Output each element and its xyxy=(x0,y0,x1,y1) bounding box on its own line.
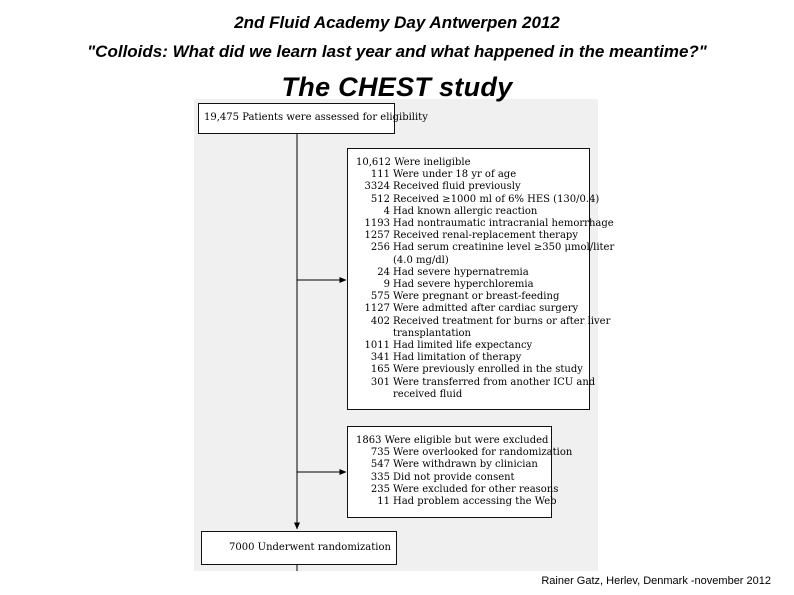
reason-item xyxy=(356,279,589,291)
reason-item xyxy=(356,169,589,181)
reason-count: 1193 xyxy=(364,218,390,230)
reason-count: 1127 xyxy=(364,303,390,315)
reason-count: 24 xyxy=(377,266,390,278)
reason-label: Were pregnant or breast-feeding xyxy=(393,291,560,303)
reason-item-continuation xyxy=(356,328,589,340)
reason-indent xyxy=(356,255,390,267)
reason-label: Were excluded for other reasons xyxy=(393,483,559,495)
reason-label: Were transferred from another ICU and xyxy=(393,376,596,388)
reason-indent xyxy=(356,328,390,340)
reason-item xyxy=(356,242,615,254)
reason-count: 512 xyxy=(370,193,390,205)
reason-label-continued: transplantation xyxy=(393,327,471,339)
reason-label-continued: received fluid xyxy=(393,388,463,400)
reason-label: Received renal-replacement therapy xyxy=(393,230,578,242)
excluded-reasons-list xyxy=(356,447,573,508)
slide-title: The CHEST study xyxy=(281,72,513,102)
reason-item-continuation xyxy=(356,389,589,401)
reason-label: Received treatment for burns or after liver xyxy=(393,315,611,327)
reason-label: Were previously enrolled in the study xyxy=(393,364,583,376)
reason-item xyxy=(356,459,551,471)
ineligible-heading xyxy=(356,157,589,169)
reason-count: 165 xyxy=(370,364,390,376)
reason-label: Received ≥1000 ml of 6% HES (130/0.4) xyxy=(393,193,600,205)
reason-label: Received fluid previously xyxy=(393,181,521,193)
reason-item xyxy=(356,291,589,303)
slide-footer-credit: Rainer Gatz, Herlev, Denmark -november 2012 xyxy=(541,575,771,587)
reason-label: Had severe hyperchloremia xyxy=(393,279,534,291)
reason-count: 4 xyxy=(383,205,390,217)
randomized-count: 7000 xyxy=(229,542,255,553)
reason-item xyxy=(356,218,614,230)
reason-label: Had nontraumatic intracranial hemorrhage xyxy=(393,218,614,230)
reason-item xyxy=(356,267,589,279)
assessed-label: Patients were assessed for eligibility xyxy=(242,112,428,123)
slide-header-topic: "Colloids: What did we learn last year and what happened in the meantime?" xyxy=(87,42,707,61)
reason-item xyxy=(356,364,589,376)
reason-item xyxy=(356,315,611,328)
reason-label: Had limitation of therapy xyxy=(393,352,522,364)
reason-count: 235 xyxy=(370,483,390,495)
reason-label-continued: (4.0 mg/dl) xyxy=(393,254,449,266)
reason-item xyxy=(356,230,589,242)
reason-label: Had serum creatinine level ≥350 μmol/liter xyxy=(393,242,615,254)
randomized-label: Underwent randomization xyxy=(257,542,391,553)
reason-count: 256 xyxy=(370,242,390,254)
reason-count: 3324 xyxy=(364,181,390,193)
reason-label: Were overlooked for randomization xyxy=(393,447,573,459)
ineligible-label: Were ineligible xyxy=(394,157,471,168)
reason-label: Had severe hypernatremia xyxy=(393,266,529,278)
excluded-label: Were eligible but were excluded xyxy=(384,435,549,446)
reason-item xyxy=(356,376,596,389)
reason-count: 11 xyxy=(377,496,390,508)
reason-indent xyxy=(356,389,390,401)
reason-label: Had known allergic reaction xyxy=(393,205,538,217)
excluded-heading xyxy=(356,435,551,447)
reason-item xyxy=(356,193,600,206)
reason-item xyxy=(356,472,551,484)
reason-item xyxy=(356,447,573,459)
ineligible-reasons-list xyxy=(356,169,615,401)
assessed-box xyxy=(198,103,428,134)
excluded-box xyxy=(347,426,573,518)
excluded-count: 1863 xyxy=(356,435,382,446)
reason-item xyxy=(356,303,589,315)
reason-item xyxy=(356,496,557,508)
reason-label: Did not provide consent xyxy=(393,471,515,483)
reason-item xyxy=(356,340,589,352)
reason-item xyxy=(356,483,559,496)
reason-item-continuation xyxy=(356,255,589,267)
reason-item xyxy=(356,181,589,193)
slide-header-event: 2nd Fluid Academy Day Antwerpen 2012 xyxy=(234,13,560,32)
reason-count: 402 xyxy=(370,315,390,327)
reason-count: 9 xyxy=(383,279,390,291)
reason-label: Had problem accessing the Web xyxy=(393,496,557,508)
reason-count: 335 xyxy=(370,471,390,483)
reason-count: 341 xyxy=(370,352,390,364)
randomized-box xyxy=(201,531,397,565)
reason-count: 1257 xyxy=(364,230,390,242)
reason-item xyxy=(356,352,589,364)
reason-item xyxy=(356,206,589,218)
reason-count: 575 xyxy=(370,291,390,303)
ineligible-box xyxy=(347,148,615,410)
reason-count: 735 xyxy=(370,447,390,459)
reason-count: 547 xyxy=(370,459,390,471)
ineligible-count: 10,612 xyxy=(356,157,391,168)
reason-label: Had limited life expectancy xyxy=(393,340,533,352)
assessed-count: 19,475 xyxy=(204,112,239,123)
reason-label: Were withdrawn by clinician xyxy=(393,459,538,471)
reason-label: Were admitted after cardiac surgery xyxy=(393,303,579,315)
reason-label: Were under 18 yr of age xyxy=(393,169,517,181)
reason-count: 111 xyxy=(370,169,390,181)
reason-count: 301 xyxy=(370,376,390,388)
reason-count: 1011 xyxy=(364,340,390,352)
